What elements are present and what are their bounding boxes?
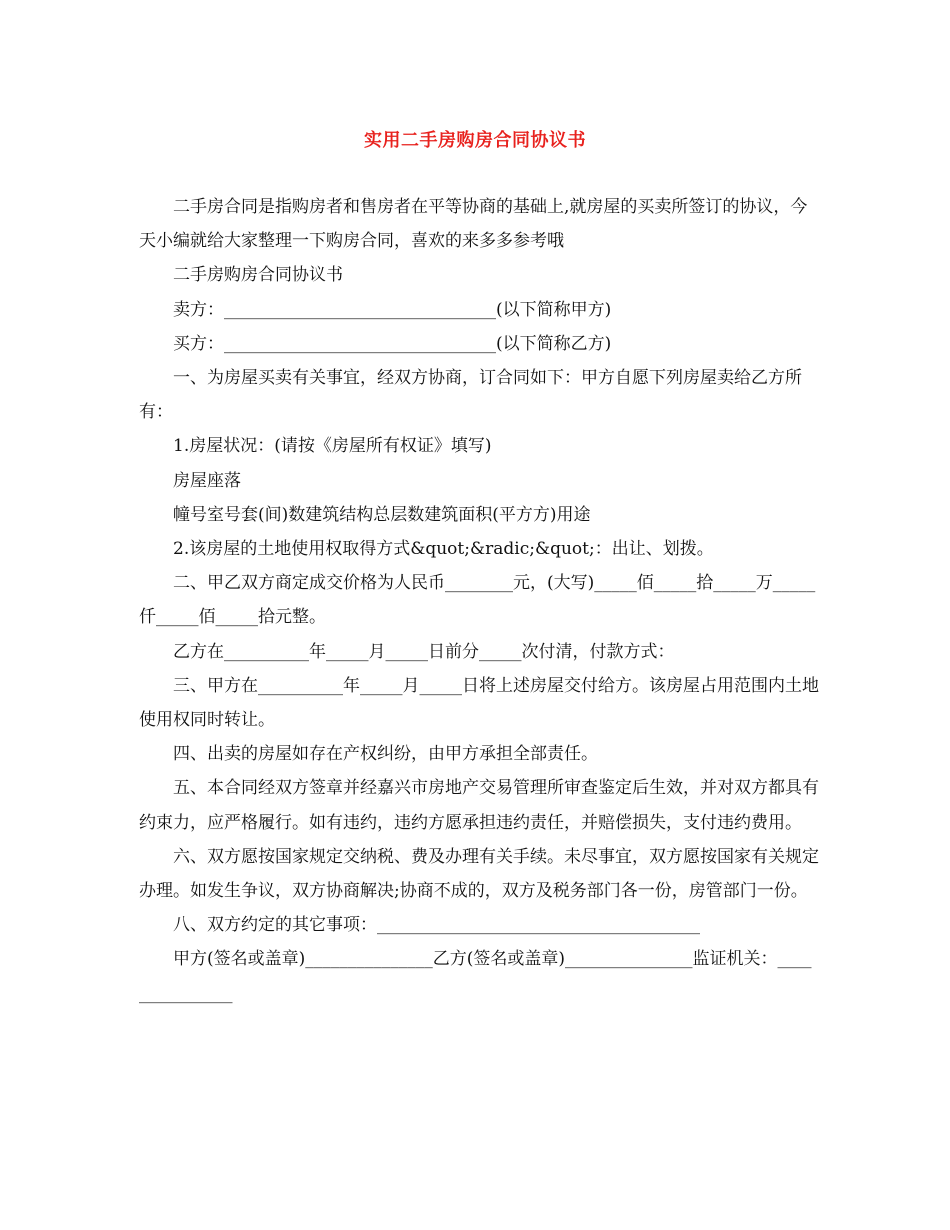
buyer-line: 买方：________________________________(以下简称乙方)	[173, 333, 612, 354]
clause-8-other: 八、双方约定的其它事项：______________________________________	[173, 915, 700, 936]
house-location: 房屋座落	[173, 470, 241, 491]
clause-1: 一、为房屋买卖有关事宜，经双方协商，订合同如下：甲方自愿下列房屋卖给乙方所有：	[139, 368, 802, 423]
clause-4-dispute: 四、出卖的房屋如存在产权纠纷，由甲方承担全部责任。	[173, 744, 598, 765]
clause-5-effective: 五、本合同经双方签章并经嘉兴市房地产交易管理所审查鉴定后生效，并对双方都具有约束力，应严格履行。如有违约，违约方愿承担违约责任，并赔偿损失，支付违约费用。	[139, 778, 819, 833]
document-body	[139, 190, 819, 1011]
clause-6-taxes: 六、双方愿按国家规定交纳税、费及办理有关手续。未尽事宜，双方愿按国家有关规定办理。如发生争议，双方协商解决;协商不成的，双方及税务部门各一份，房管部门一份。	[139, 846, 819, 902]
contract-heading: 二手房购房合同协议书	[173, 265, 343, 286]
payment-line: 乙方在__________年_____月_____日前分_____次付清，付款方式：	[173, 641, 675, 662]
signature-line: 甲方(签名或盖章)_______________乙方(签名或盖章)_______________监证机关：_______________	[139, 949, 812, 1004]
house-status: 1.房屋状况：(请按《房屋所有权证》填写)	[173, 436, 492, 457]
house-details: 幢号室号套(间)数建筑结构总层数建筑面积(平方方)用途	[173, 504, 591, 525]
document-title: 实用二手房购房合同协议书	[364, 130, 586, 151]
intro-paragraph: 二手房合同是指购房者和售房者在平等协商的基础上,就房屋的买卖所签订的协议，今天小编就给大家整理一下购房合同，喜欢的来多多参考哦	[139, 197, 808, 252]
seller-line: 卖方：________________________________(以下简称甲方)	[173, 299, 612, 320]
clause-3-delivery: 三、甲方在__________年_____月_____日将上述房屋交付给方。该房屋占用范围内土地使用权同时转让。	[139, 675, 819, 731]
clause-2-price: 二、甲乙双方商定成交价格为人民币________元，(大写)_____佰_____拾_____万_____仟_____佰_____拾元整。	[139, 573, 816, 628]
land-use-right: 2.该房屋的土地使用权取得方式&quot;&radic;&quot;：出让、划拨。	[173, 539, 714, 560]
